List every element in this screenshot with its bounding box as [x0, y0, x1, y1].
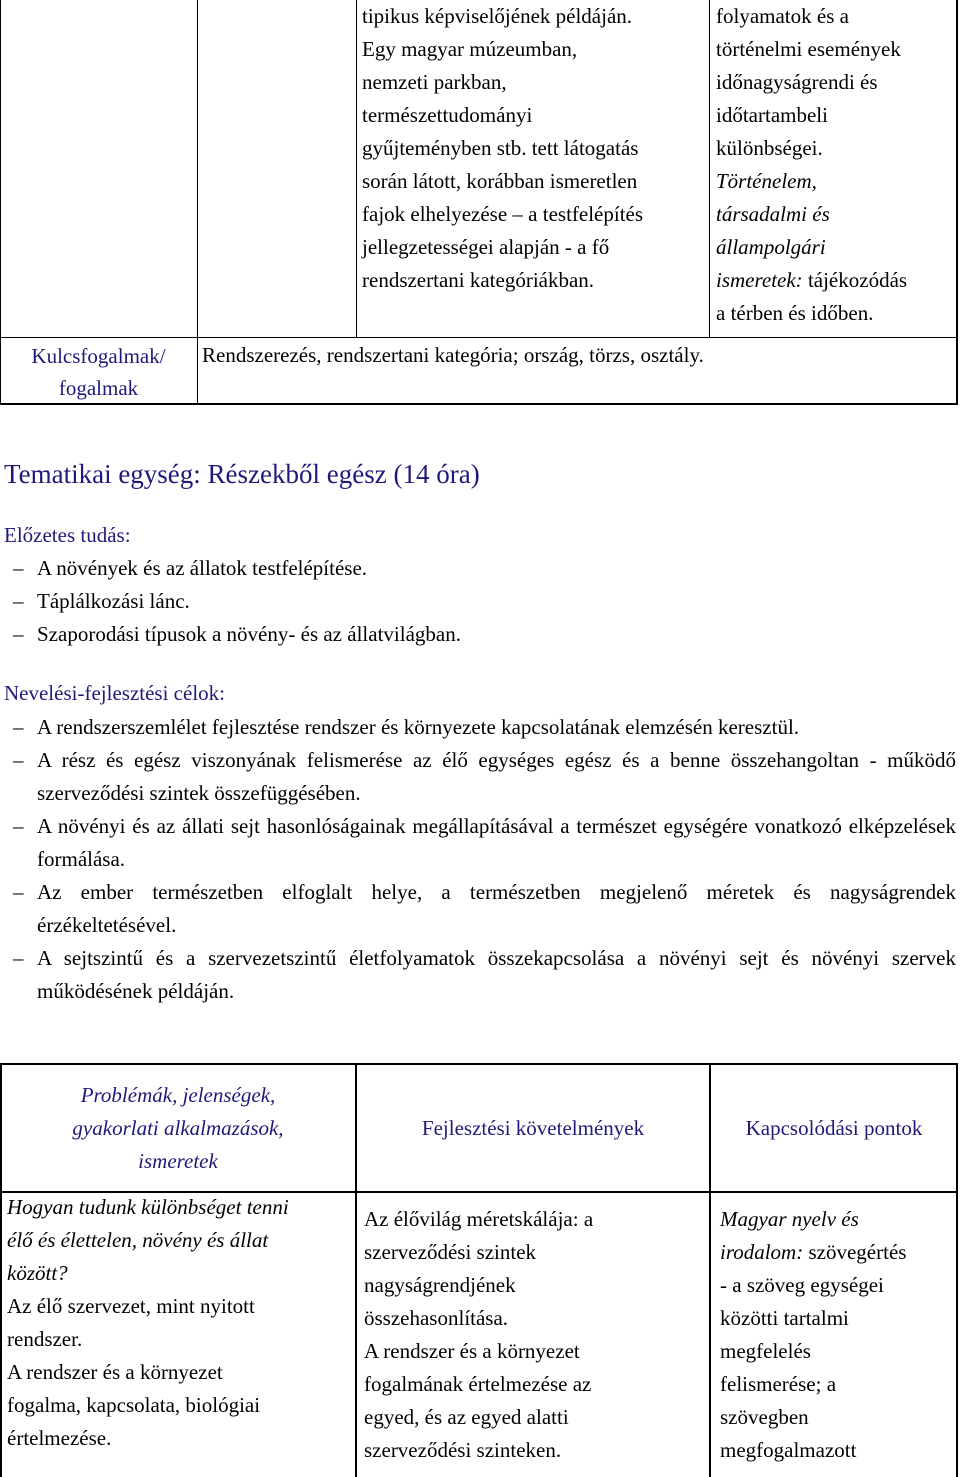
- list-item: – A rendszerszemlélet fejlesztése rendszer és környezete kapcsolatának elemzésén keresztül.: [13, 715, 800, 739]
- keywords-label: Kulcsfogalmak/ fogalmak: [31, 344, 166, 400]
- goals-list: [4, 711, 956, 1008]
- goals-heading: Nevelési-fejlesztési célok:: [4, 681, 225, 705]
- problems-cell: Hogyan tudunk különbséget tenni élő és élettelen, növény és állat között? Az élő szervezet, mint nyitott rendszer. A rendszer és a környezet fogalma, kapcsolata, biológiai értelmezése.: [7, 1195, 289, 1450]
- subject-history: Történelem,: [716, 169, 817, 193]
- top-table: [0, 0, 958, 405]
- list-item: – Szaporodási típusok a növény- és az állatvilágban.: [13, 622, 461, 646]
- unit-title: Tematikai egység: Részekből egész (14 óra): [4, 459, 480, 489]
- connections-cell: Magyar nyelv és irodalom: szövegértés - a szöveg egységei közötti tartalmi megfelelés felismerése; a szövegben megfogalmazott: [720, 1203, 956, 1467]
- prior-knowledge-list: [4, 552, 954, 651]
- header-requirements: Fejlesztési követelmények: [421, 1115, 645, 1140]
- prior-knowledge-heading: Előzetes tudás:: [4, 523, 131, 547]
- requirements-cell: Az élővilág méretskálája: a szerveződési szintek nagyságrendjének összehasonlítása. A rendszer és a környezet fogalmának értelmezése az egyed, és az egyed alatti szerveződési szinteken.: [364, 1207, 594, 1462]
- bottom-table: [0, 1063, 958, 1477]
- list-item: – Az ember természetben elfoglalt helye, a természetben megjelenő méretek és nagyságrendek érzékeltetésével.: [13, 880, 956, 937]
- subject-literature: Magyar nyelv és: [720, 1207, 859, 1231]
- connection-text: folyamatok és a történelmi események időnagyságrendi és időtartambeli különbségei. Történelem, társadalmi és állampolgári ismeretek: tájékozódás a térben és időben.: [716, 0, 956, 330]
- keywords-text: Rendszerezés, rendszertani kategória; ország, törzs, osztály.: [202, 343, 704, 367]
- activity-text: tipikus képviselőjének példáján. Egy magyar múzeumban, nemzeti parkban, természettudományi gyűjteményben stb. tett látogatás során látott, korábban ismeretlen fajok elhelyezése – a testfelépítés jellegzetességei alapján - a fő rendszertani kategóriákban.: [362, 4, 644, 292]
- header-connections: Kapcsolódási pontok: [745, 1115, 923, 1140]
- list-item: – A növényi és az állati sejt hasonlóságainak megállapításával a természet egységére vonatkozó elképzelések formálása.: [13, 814, 956, 871]
- list-item: – A rész és egész viszonyának felismerése az élő egységes egész és a benne összehangoltan - működő szerveződési szintek összefüggésében.: [13, 748, 956, 805]
- header-problems: Problémák, jelenségek, gyakorlati alkalmazások, ismeretek: [72, 1082, 284, 1173]
- list-item: – A növények és az állatok testfelépítése.: [13, 556, 368, 580]
- list-item: – A sejtszintű és a szervezetszintű életfolyamatok összekapcsolása a növényi sejt és növényi szervek működésének példáján.: [13, 946, 956, 1003]
- empty-label-cell: [0, 0, 197, 338]
- list-item: – Táplálkozási lánc.: [13, 589, 190, 613]
